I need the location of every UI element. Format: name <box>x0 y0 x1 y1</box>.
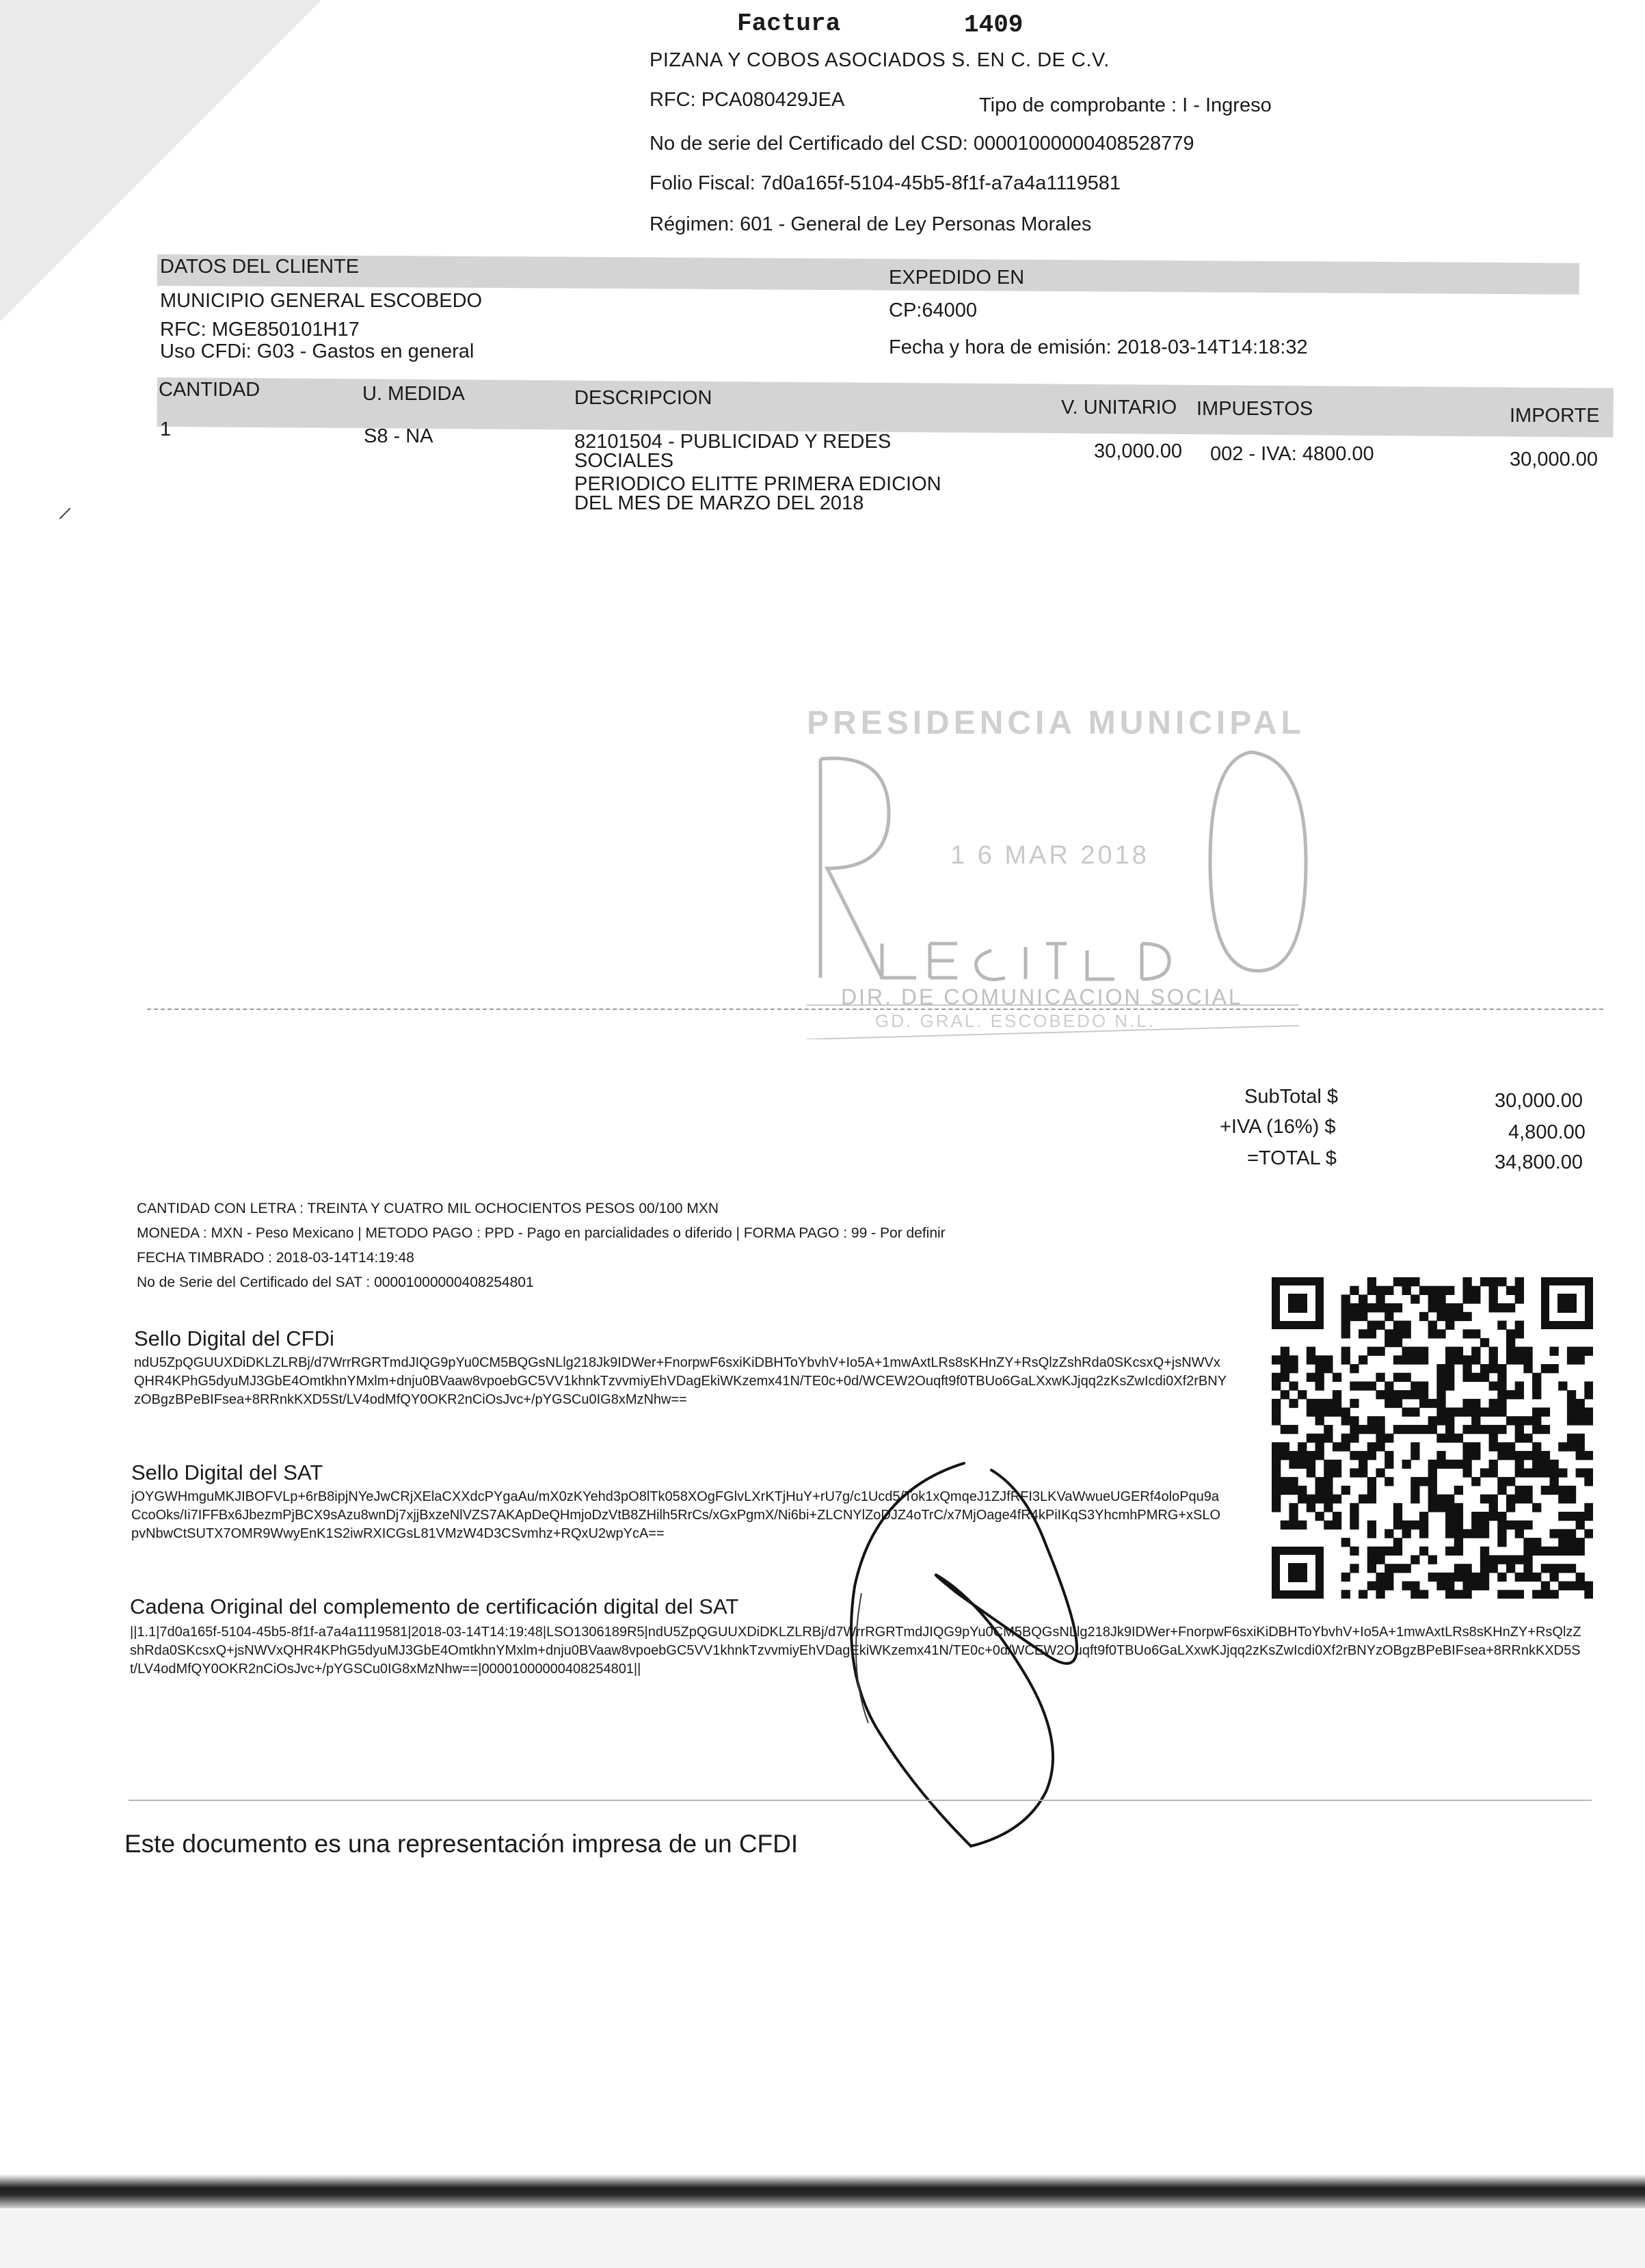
sello-cfdi-value: ndU5ZpQGUUXDiDKLZLRBj/d7WrrRGRTmdJIQG9pYu0CM5BQGsNLlg218Jk9IDWer+FnorpwF6sxiKiDBHToYbvhV+Io5A+1mwAxtLRs8sKHnZY+RsQlzZshRda0SKcsxQ+jsNWVxQHR4KPhG5dyuMJ3GbE4OmtkhnYMxlm+dnju0BVaaw8vpoebGC5VV1khnkTzvvmiyEhVDagEkiWKzemx41N/TE0c+0d/WCEW2Ouqft9f0TBUo6GaLXxwKJjqq2zKsZwIcdi0Xf2rBNYzOBgzBPeBIFsea+8RRnkKXD5St/LV4odMfQY0OKR2nCiOsJvc+/pYGSCu0IG8xMzNhw== <box>134 1355 1227 1407</box>
col-descripcion: DESCRIPCION <box>574 387 712 409</box>
iva-label: +IVA (16%) $ <box>1220 1116 1336 1138</box>
cell-importe: 30,000.00 <box>1510 449 1599 470</box>
emission-date: Fecha y hora de emisión: 2018-03-14T14:18:32 <box>889 336 1308 358</box>
expedido-cp: CP:64000 <box>889 299 977 321</box>
stamp-bottom-text-2: GD. GRAL. ESCOBEDO N.L. <box>875 1011 1155 1031</box>
issuer-name: PIZANA Y COBOS ASOCIADOS S. EN C. DE C.V. <box>650 49 1110 71</box>
scanner-edge-band <box>0 2174 1645 2209</box>
client-uso-cfdi: Uso CFDi: G03 - Gastos en general <box>160 341 474 362</box>
total-label: =TOTAL $ <box>1247 1147 1337 1169</box>
col-impuestos: IMPUESTOS <box>1196 398 1313 420</box>
fecha-timbrado: FECHA TIMBRADO : 2018-03-14T14:19:48 <box>137 1250 414 1266</box>
regimen: Régimen: 601 - General de Ley Personas Morales <box>650 213 1092 235</box>
footer-divider <box>129 1800 1592 1801</box>
handwritten-signature <box>820 1450 1121 1860</box>
cell-v-unitario: 30,000.00 <box>1094 440 1183 462</box>
stray-mark <box>59 508 71 520</box>
sello-sat-title: Sello Digital del SAT <box>131 1460 323 1484</box>
cadena-title: Cadena Original del complemento de certificación digital del SAT <box>130 1595 739 1618</box>
total-value: 34,800.00 <box>1495 1151 1583 1173</box>
stamp-top-text: PRESIDENCIA MUNICIPAL <box>807 705 1305 741</box>
footer-text: Este documento es una representación impresa de un CFDI <box>124 1830 799 1858</box>
folio-fiscal: Folio Fiscal: 7d0a165f-5104-45b5-8f1f-a7a4a1119581 <box>650 172 1121 194</box>
col-v-unitario: V. UNITARIO <box>1061 397 1177 418</box>
col-cantidad: CANTIDAD <box>159 379 260 401</box>
issuer-rfc: RFC: PCA080429JEA <box>650 89 845 111</box>
col-importe: IMPORTE <box>1510 405 1600 427</box>
cell-cantidad: 1 <box>160 418 172 440</box>
scanner-margin <box>0 2210 1645 2268</box>
sat-serial: No de Serie del Certificado del SAT : 00001000000408254801 <box>137 1275 534 1290</box>
signature-graphic <box>820 1450 1121 1860</box>
client-name: MUNICIPIO GENERAL ESCOBEDO <box>160 290 483 312</box>
document-type: Factura <box>737 10 841 38</box>
client-header-bar <box>157 254 1579 295</box>
subtotal-label: SubTotal $ <box>1244 1086 1339 1108</box>
expedido-heading: EXPEDIDO EN <box>889 267 1025 289</box>
totals-divider <box>147 1009 1603 1010</box>
subtotal-value: 30,000.00 <box>1495 1090 1583 1112</box>
cadena-value: ||1.1|7d0a165f-5104-45b5-8f1f-a7a4a1119581|2018-03-14T14:19:48|LSO1306189R5|ndU5ZpQGUUXDiDKLZLRBj/d7WrrRGRTmdJIQG9pYu0CM5BQGsNLlg218Jk9IDWer+FnorpwF6sxiKiDBHToYbvhV+Io5A+1mwAxtLRs8sKHnZY+RsQlzZshRda0SKcsxQ+jsNWVxQHR4KPhG5dyuMJ3GbE4OmtkhnYMxlm+dnju0BVaaw8vpoebGC5VV1khnkTzvvmiyEhVDagEkiWKzemx41N/TE0c+0d/WCEW2Ouqft9f0TBUo6GaLXxwKJjqq2zKsZwIcdi0Xf2rBNYzOBgzBPeBIFsea+8RRnkKXD5St/LV4odMfQY0OKR2nCiOsJvc+/pYGSCu0IG8xMzNhw==|00001000000408254801|| <box>130 1625 1581 1677</box>
qr-code <box>1272 1277 1593 1599</box>
stamp-bottom-text: DIR. DE COMUNICACION SOCIAL <box>841 985 1243 1009</box>
client-rfc: RFC: MGE850101H17 <box>160 319 360 341</box>
received-stamp <box>786 684 1320 1039</box>
cell-descripcion: 82101504 - PUBLICIDAD Y REDES SOCIALES PERIODICO ELITTE PRIMERA EDICION DEL MES DE MARZO DEL 2018 <box>574 431 941 514</box>
stamp-date: 1 6 MAR 2018 <box>950 841 1149 870</box>
csd-serial: No de serie del Certificado del CSD: 00001000000408528779 <box>650 133 1194 155</box>
folded-corner <box>0 0 321 321</box>
invoice-number: 1409 <box>964 11 1024 39</box>
client-heading: DATOS DEL CLIENTE <box>160 256 360 278</box>
col-unidad: U. MEDIDA <box>362 383 465 405</box>
sello-sat-value: jOYGWHmguMKJIBOFVLp+6rB8ipjNYeJwCRjXElaCXXdcPYgaAu/mX0zKYehd3pO8lTk058XOgFGlvLXrKTjHuY+rU7g/c1Ucd5/Tok1xQmqeJ1ZJfRFI3LKVaWwueUGERf4oloPqu9aCcoOks/Ii7IFFBx6JbezmPjBCX9sAzu8wnDj7xjjBxzeNlVZS7AKApDeQHmjoDzVtB8ZHilh5RrCs/xGxPgmX/Ni6bi+ZLCNYlZoDJZ4oTrC/x7MjOage4fR4kPiIKqS3YhcmhPMRG+xSLOpvNbwCtSUTX7OMR9WwyEnK1S2iwRXICGsL81VMzW4D3CSvmhz+RQxU2wpYcA== <box>131 1489 1221 1541</box>
tipo-comprobante: Tipo de comprobante : I - Ingreso <box>979 94 1272 116</box>
moneda-metodo-forma: MONEDA : MXN - Peso Mexicano | METODO PAGO : PPD - Pago en parcialidades o diferido | FORMA PAGO : 99 - Por definir <box>137 1225 946 1241</box>
cell-unidad: S8 - NA <box>364 425 433 447</box>
qr-code-graphic <box>1272 1277 1593 1599</box>
cantidad-letra: CANTIDAD CON LETRA : TREINTA Y CUATRO MIL OCHOCIENTOS PESOS 00/100 MXN <box>137 1201 719 1216</box>
cell-impuestos: 002 - IVA: 4800.00 <box>1210 443 1374 465</box>
sello-cfdi-title: Sello Digital del CFDi <box>134 1326 334 1350</box>
iva-value: 4,800.00 <box>1508 1121 1586 1143</box>
